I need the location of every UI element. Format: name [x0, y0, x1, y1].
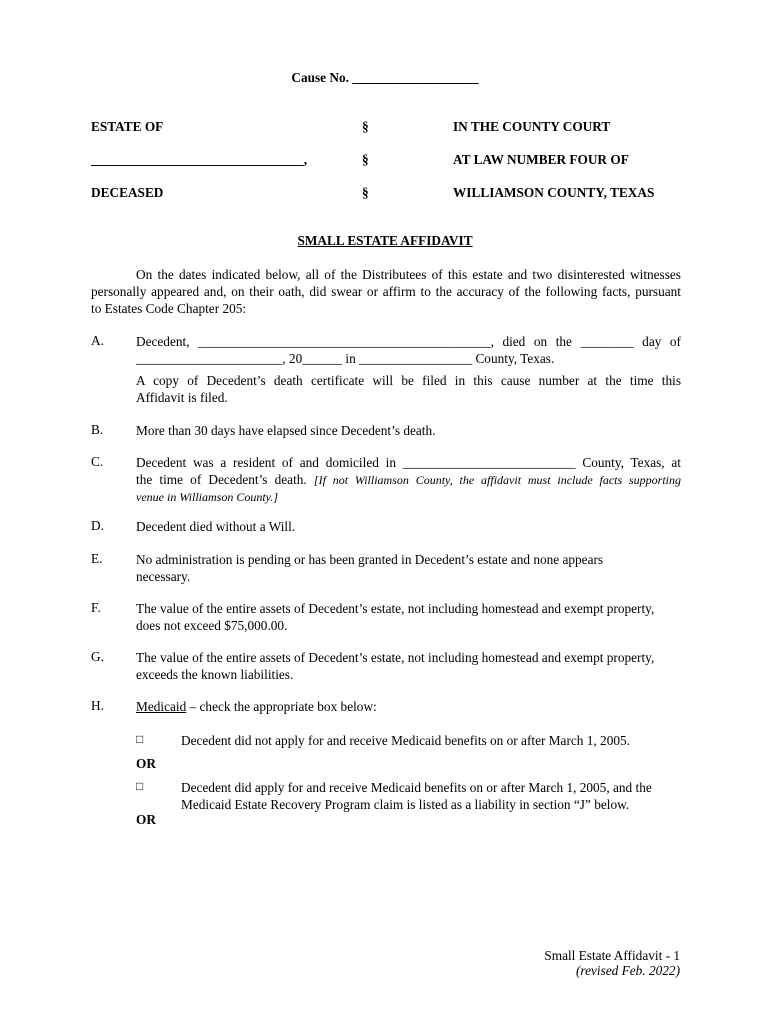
item-c-text: the time of Decedent’s death.: [136, 472, 314, 487]
item-g-line: exceeds the known liabilities.: [136, 667, 294, 682]
item-letter-g: G.: [91, 649, 104, 664]
medicaid-no-option: Decedent did not apply for and receive Medicaid benefits on or after March 1, 2005.: [181, 733, 630, 748]
or-separator: OR: [136, 756, 156, 771]
cause-number: Cause No. ___________________: [291, 70, 479, 85]
item-c-line: [136, 471, 681, 489]
section-mark: §: [362, 152, 369, 167]
item-letter-h: H.: [91, 698, 104, 713]
item-letter-d: D.: [91, 518, 104, 533]
item-b-line: More than 30 days have elapsed since Decedent’s death.: [136, 423, 436, 438]
medicaid-yes-line: Decedent did apply for and receive Medicaid benefits on or after March 1, 2005, and the: [181, 780, 652, 795]
item-c-line: Decedent was a resident of and domiciled in __________________________ County, Texas, at: [136, 455, 681, 470]
page-label: Small Estate Affidavit - 1: [544, 948, 680, 963]
item-e-body: [136, 551, 681, 585]
caption-deceased: DECEASED: [91, 185, 164, 200]
item-d-body: [136, 518, 681, 535]
section-mark: §: [362, 185, 369, 200]
medicaid-yes-checkbox[interactable]: □: [136, 779, 144, 793]
item-a-line: Affidavit is filed.: [136, 390, 228, 405]
item-letter-a: A.: [91, 333, 104, 348]
item-a-line: A copy of Decedent’s death certificate will be filed in this cause number at the time this: [136, 373, 681, 388]
item-f-body: [136, 600, 681, 634]
item-f-line: The value of the entire assets of Decedent’s estate, not including homestead and exempt property,: [136, 601, 655, 616]
medicaid-label: Medicaid: [136, 699, 187, 714]
item-a-death-certificate: [136, 372, 681, 406]
item-c-instruction: [If not Williamson County, the affidavit must include facts supporting: [313, 473, 681, 487]
medicaid-yes-option: [181, 779, 652, 813]
item-letter-e: E.: [91, 551, 103, 566]
item-h-line: [136, 698, 681, 715]
item-e-line: necessary.: [136, 569, 191, 584]
item-letter-c: C.: [91, 454, 104, 469]
item-h-instruction: – check the appropriate box below:: [186, 699, 377, 714]
item-letter-b: B.: [91, 422, 104, 437]
item-a-line: Decedent, ____________________________________________, died on the ________ day of: [136, 334, 681, 349]
caption-court: IN THE COUNTY COURT: [453, 119, 611, 134]
item-g-body: [136, 649, 681, 683]
item-c-body: [136, 454, 681, 506]
item-d-line: Decedent died without a Will.: [136, 519, 296, 534]
intro-line: to Estates Code Chapter 205:: [91, 301, 247, 316]
item-b-body: [136, 422, 681, 439]
page-footer: [544, 948, 680, 978]
item-e-line: No administration is pending or has been granted in Decedent’s estate and none appears: [136, 552, 604, 567]
medicaid-yes-line: Medicaid Estate Recovery Program claim is listed as a liability in section “J” below.: [181, 797, 630, 812]
caption-decedent-name-blank: ________________________________,: [91, 152, 308, 167]
section-mark: §: [362, 119, 369, 134]
document-title: SMALL ESTATE AFFIDAVIT: [297, 233, 473, 248]
item-g-line: The value of the entire assets of Decedent’s estate, not including homestead and exempt property,: [136, 650, 655, 665]
or-separator: OR: [136, 812, 156, 827]
intro-line: personally appeared and, on their oath, did swear or affirm to the accuracy of the following facts, pursuant: [91, 284, 681, 299]
item-h-body: [136, 698, 681, 715]
caption-county: WILLIAMSON COUNTY, TEXAS: [453, 185, 655, 200]
item-f-line: does not exceed $75,000.00.: [136, 618, 288, 633]
item-a-line: ______________________, 20______ in _________________ County, Texas.: [136, 351, 555, 366]
item-letter-f: F.: [91, 600, 101, 615]
intro-line: On the dates indicated below, all of the Distributees of this estate and two disinterested witnesses: [136, 267, 681, 282]
caption-court-number: AT LAW NUMBER FOUR OF: [453, 152, 629, 167]
caption-estate-of: ESTATE OF: [91, 119, 164, 134]
item-c-instruction: venue in Williamson County.]: [136, 490, 278, 504]
revision-date: (revised Feb. 2022): [576, 963, 680, 978]
medicaid-no-checkbox[interactable]: □: [136, 732, 144, 746]
intro-paragraph: [91, 266, 681, 317]
item-a-body: [136, 333, 681, 367]
